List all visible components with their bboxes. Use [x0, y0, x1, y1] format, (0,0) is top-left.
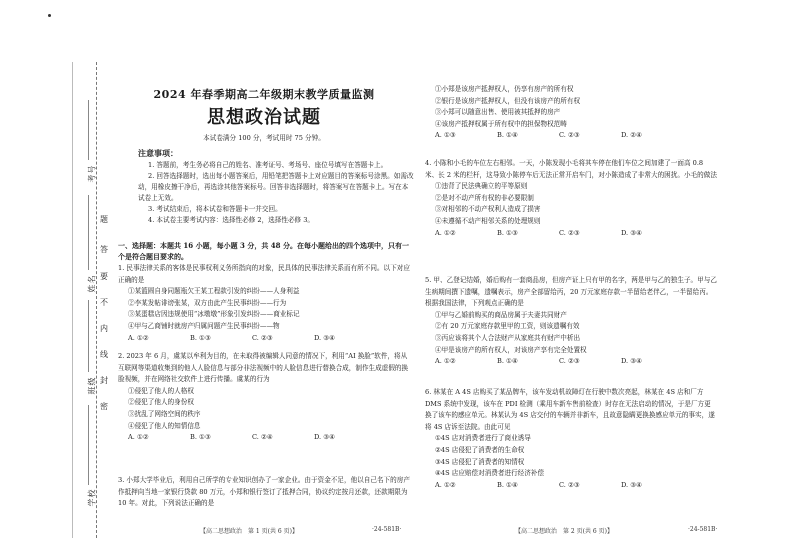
- question-option: ②李某发帖诽谤张某，双方由此产生民事纠纷——行为: [128, 298, 287, 307]
- question-option: ②侵犯了他人的身份权: [128, 398, 194, 407]
- page-footer-label: 【高二思想政治 第 2 页(共 6 页)】: [515, 528, 613, 535]
- question-option: ①违背了民法典确立的平等原则: [435, 182, 528, 191]
- choice: C. ②③: [252, 333, 273, 342]
- choice: B. ①③: [190, 433, 211, 442]
- question-option: ④4S 店应赔偿对消费者进行经济补偿: [435, 469, 545, 478]
- choice: B. ①④: [497, 480, 518, 489]
- choice: A. ①②: [128, 433, 149, 442]
- exam-title: 2024 年春季期高二年级期末教学质量监测: [153, 88, 375, 101]
- binding-dot: [48, 14, 51, 17]
- section-heading: 一、选择题：本题共 16 小题，每小题 3 分，共 48 分。在每小题给出的四个选项中，只有一个是符合题目要求的。: [118, 241, 409, 261]
- choice: D. ③④: [621, 480, 643, 489]
- choice: D. ③④: [314, 433, 336, 442]
- question-stem: 4. 小陈和小毛的车位左右相邻。一天，小陈发现小毛将其车停在他们车位之间加建了一面高 0.8 米、长 2 米的栏杆，这导致小陈停车后无法正常开启车门，对小陈造成了非常大的困扰。小毛的做法: [425, 159, 717, 179]
- question-3-options: [425, 84, 717, 142]
- note-item: 4. 本试卷主要考试内容：选择性必修 2，选择性必修 3。: [148, 216, 315, 224]
- answer-choices: [118, 333, 412, 345]
- question-3: [118, 475, 412, 510]
- name-label: 姓名: [87, 274, 97, 293]
- choice: A. ①②: [435, 480, 456, 489]
- seal-char: 答: [100, 245, 108, 254]
- question-1: [118, 263, 412, 344]
- answer-choices: [425, 356, 717, 368]
- question-option: ③扰乱了网络空间的秩序: [128, 409, 201, 418]
- question-stem: 3. 小郑大学毕业后，利用自己所学的专业知识创办了一家企业。由于资金不足，他以自己名下的房产作抵押向当地一家银行贷款 80 万元，小郑和银行签订了抵押合同，协议约定按月还款，还款期限为 10 年。对此，下列说法正确的是: [118, 476, 410, 508]
- question-option: ②4S 店侵犯了消费者的生命权: [435, 445, 525, 454]
- question-2: [118, 351, 412, 444]
- choice: D. ③④: [621, 228, 643, 237]
- question-option: ①侵犯了他人的人格权: [128, 386, 194, 395]
- question-option: ②是对不动产所有权的非必要限制: [435, 193, 534, 202]
- exam-no-label: 考号: [87, 164, 97, 183]
- class-label: 班级: [87, 376, 97, 395]
- note-item: 2. 回答选择题时，选出每小题答案后，用铅笔把答题卡上对应题目的答案标号涂黑。如需改动，用橡皮擦干净后，再选涂其他答案标号。回答非选择题时，将答案写在答题卡上。写在本试卷上无效。: [138, 172, 414, 202]
- seal-char: 密: [100, 402, 108, 411]
- class-line: [88, 300, 89, 372]
- exam-no-line: [88, 100, 89, 160]
- choice: B. ①④: [497, 131, 518, 140]
- seal-char: 内: [100, 324, 108, 333]
- choice: A. ①②: [128, 333, 149, 342]
- page-footer-code: ·24-581B·: [688, 526, 718, 533]
- binding-solid-line: [72, 62, 73, 538]
- choice: D. ③④: [621, 357, 643, 366]
- question-option: ③丙应该将其个人合法财产从家庭共有财产中析出: [435, 333, 581, 342]
- note-item: 1. 答题前，考生务必将自己的姓名、准考证号、考场号、座位号填写在答题卡上。: [148, 161, 388, 169]
- question-6: [425, 387, 717, 491]
- question-option: ①4S 店对消费者进行了商业诱导: [435, 434, 531, 443]
- question-option: ③某蛋糕店因违规使用“冰墩墩”形象引发纠纷——商业标记: [128, 310, 300, 319]
- question-option: ①甲与乙婚前购买的商品房属于夫妻共同财产: [435, 310, 567, 319]
- choice: B. ①③: [190, 333, 211, 342]
- question-5: [425, 275, 717, 368]
- page-footer-label: 【高二思想政治 第 1 页(共 6 页)】: [200, 528, 298, 535]
- question-option: ④甲与乙商铺时就房产归属问题产生民事纠纷——物: [128, 321, 280, 330]
- choice: A. ①③: [435, 131, 456, 140]
- school-line: [88, 405, 89, 485]
- subject-title: 思想政治试题: [207, 107, 321, 128]
- question-stem: 5. 甲、乙登记结婚，婚后购有一套商品房，但房产证上只有甲的名字，两是甲与乙的独生子。甲与乙生病期间撰下遗嘱，遗嘱表示，房产全部留给丙，20 万元家庭存款一半留给老伴乙，一半留给丙。根据我国法律，下列观点正确的是: [425, 276, 717, 308]
- notes-list: [138, 160, 414, 226]
- question-option: ①某篮圆自身同题瓶欠王某工程款引发的纠纷——人身利益: [128, 287, 300, 296]
- answer-choices: [425, 480, 717, 492]
- page-footer-code: ·24-581B·: [372, 526, 402, 533]
- question-option: ③4S 店侵犯了消费者的知情权: [435, 457, 525, 466]
- question-4: [425, 158, 717, 239]
- exam-info: 本试卷满分 100 分，考试用时 75 分钟。: [203, 134, 325, 142]
- notes-heading: 注意事项：: [138, 148, 178, 158]
- binding-dashed-line: [96, 62, 97, 538]
- choice: C. ②④: [252, 433, 273, 442]
- choice: B. ①③: [497, 228, 518, 237]
- choice: A. ①②: [435, 228, 456, 237]
- choice: D. ②④: [621, 131, 643, 140]
- choice: C. ②③: [559, 131, 580, 140]
- choice: C. ②③: [559, 480, 580, 489]
- choice: A. ①②: [435, 357, 456, 366]
- choice: C. ②③: [559, 357, 580, 366]
- question-stem: 6. 林某在 A 4S 店购买了某品牌车，该车发动机故障灯在行驶中数次亮起，林某在 4S 店和厂方 DMS 系统中发现，该车在 PDI 检测（乘用车新车售前检查）时存在无法启动的情况，于是厂方更换了该车的感应单元。林某认为 4S 店交付的车辆并非新车，且故意隐瞒更换换感应单元的事实，遂将 4S 店诉至法院。由此可见: [425, 388, 715, 431]
- seal-char: 要: [100, 272, 108, 281]
- question-option: ③小郑可以随意出售、使用被其抵押的房产: [435, 108, 561, 117]
- question-option: ④甲是该房产的所有权人，对该房产享有完全处置权: [435, 345, 587, 354]
- question-stem: 2. 2023 年 6 月，虞某以牟利为目的，在未取得被编辑人同意的情况下，利用“AI 换脸”软件，将从互联网等渠道收集到的他人人脸信息与部分非法视频中的人脸信息进行替换合成，制作生成虚假的换脸视频，并在网络社交软件上进行传播。虞某的行为: [118, 352, 409, 384]
- question-option: ③对相邻的不动产权利人造成了损害: [435, 205, 541, 214]
- question-option: ④该房产抵押权属于所有权中的担保物权范畴: [435, 119, 567, 128]
- binding-margin: [0, 0, 112, 550]
- question-option: ②银行是该房产抵押权人，但没有该房产的所有权: [435, 96, 581, 105]
- seal-char: 不: [100, 298, 108, 307]
- answer-choices: [425, 228, 717, 240]
- question-option: ①小郑是该房产抵押权人，仍享有房产的所有权: [435, 85, 574, 93]
- question-option: ④侵犯了他人的知情信息: [128, 421, 201, 430]
- choice: C. ②③: [559, 228, 580, 237]
- seal-char: 封: [100, 376, 108, 385]
- seal-char: 题: [100, 215, 108, 224]
- question-stem: 1. 民事法律关系的客体是民事权利义务所指向的对象，民具体的民事法律关系而有所不同。以下对应正确的是: [118, 264, 410, 284]
- question-option: ④未遵循不动产相邻关系的处理规则: [435, 216, 541, 225]
- question-option: ②有 20 万元家庭存款里甲的工资，则该遗嘱有效: [435, 322, 580, 331]
- name-line: [88, 195, 89, 270]
- school-label: 学校: [87, 488, 97, 507]
- choice: D. ③④: [314, 333, 336, 342]
- answer-choices: [118, 432, 412, 444]
- note-item: 3. 考试结束后，将本试卷和答题卡一并交回。: [148, 205, 282, 213]
- answer-choices: [425, 130, 717, 142]
- choice: B. ①④: [497, 357, 518, 366]
- seal-char: 线: [100, 350, 108, 359]
